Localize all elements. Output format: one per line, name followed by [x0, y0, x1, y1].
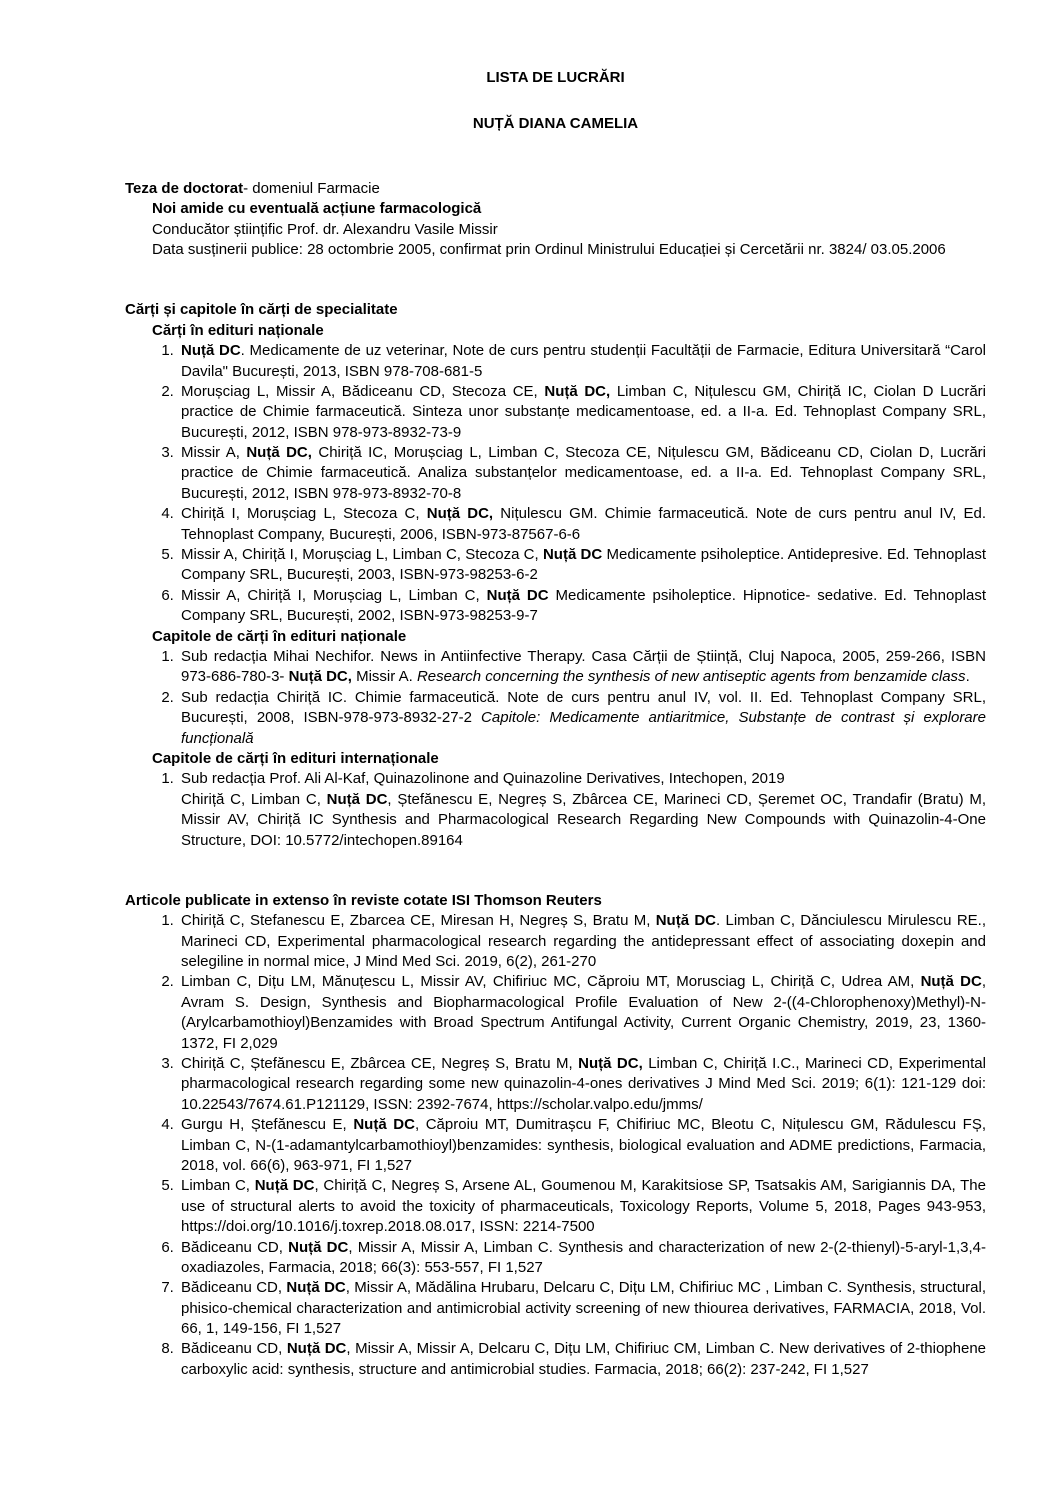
articles-section-heading: Articole publicate in extenso în reviste cotate ISI Thomson Reuters [125, 891, 602, 909]
articles-section [125, 891, 986, 1380]
reference-item: 4. Gurgu H, Ștefănescu E, Nuță DC, Căproiu MT, Dumitrașcu F, Chifiriuc MC, Bleotu C, Nițulescu GM, Rădulescu FȘ, Limban C, N-(1-adamantylcarbamothioyl)benzamides: synthesis, biological evaluation and ADME predictions, Farmacia, 2018, vol. 66(6), 963-971, FI 1,527 [178, 1115, 986, 1176]
reference-item: 5. Limban C, Nuță DC, Chiriță C, Negreș S, Arsene AL, Goumenou M, Karakitsiose SP, Tsatsakis AM, Sarigiannis DA, The use of structural alerts to avoid the toxicity of pharmaceuticals, Toxicology Reports, Volume 5, 2018, Pages 943-953, https://doi.org/10.1016/j.toxrep.2018.08.017, ISSN: 2214-7500 [178, 1176, 986, 1237]
document-title: LISTA DE LUCRĂRI [486, 69, 625, 86]
international-chapters-list [152, 769, 986, 851]
thesis-details [152, 199, 986, 260]
books-section-heading: Cărți și capitole în cărți de specialitate [125, 301, 398, 319]
reference-item: 5. Missir A, Chiriță I, Morușciag L, Limban C, Stecoza C, Nuță DC Medicamente psiholeptice. Antidepresive. Ed. Tehnoplast Company SRL, București, 2003, ISBN-973-98253-6-2 [178, 545, 986, 586]
thesis-heading-rest: - domeniul Farmacie [243, 179, 380, 197]
thesis-title: Noi amide cu eventuală acțiune farmacologică [152, 200, 482, 218]
reference-item: 1. Sub redacția Prof. Ali Al-Kaf, Quinazolinone and Quinazoline Derivatives, Intechopen, 2019 Chiriță C, Limban C, Nuță DC, Ștefănescu E, Negreș S, Zbârcea CE, Marineci CD, Șeremet OC, Trandafir (Bratu) M, Missir AV, Chiriță IC Synthesis and Pharmacological Research Regarding New Compounds with Quinazolin-4-One Structure, DOI: 10.5772/intechopen.89164 [178, 769, 986, 851]
reference-item: 1. Nuță DC. Medicamente de uz veterinar, Note de curs pentru studenții Facultății de Farmacie, Editura Universitară “Carol Davila" București, 2013, ISBN 978-708-681-5 [178, 341, 986, 382]
reference-item: 3. Chiriță C, Ștefănescu E, Zbârcea CE, Negreș S, Bratu M, Nuță DC, Limban C, Chiriță I.C., Marineci CD, Experimental pharmacological research regarding some new quinazolin-4-ones derivatives J Mind Med Sci. 2019; 6(1): 121-129 doi: 10.22543/7674.61.P121129, ISSN: 2392-7674, https://scholar.valpo.edu/jmms/ [178, 1054, 986, 1115]
thesis-heading [125, 179, 986, 199]
national-books-heading: Cărți în edituri naționale [152, 321, 324, 339]
reference-item: 1. Chiriță C, Stefanescu E, Zbarcea CE, Miresan H, Negreș S, Bratu M, Nuță DC. Limban C, Dănciulescu Mirulescu RE., Marineci CD, Experimental pharmacological research regarding the antidepressant effect of associating doxepin and selegiline in normal mice, J Mind Med Sci. 2019, 6(2), 261-270 [178, 911, 986, 972]
reference-item: 6. Missir A, Chiriță I, Morușciag L, Limban C, Nuță DC Medicamente psiholeptice. Hipnotice- sedative. Ed. Tehnoplast Company SRL, București, 2002, ISBN-973-98253-9-7 [178, 586, 986, 627]
reference-item: 8. Bădiceanu CD, Nuță DC, Missir A, Missir A, Delcaru C, Dițu LM, Chifiriuc CM, Limban C. New derivatives of 2-thiophene carboxylic acid: synthesis, structure and antimicrobial studies. Farmacia, 2018; 66(2): 237-242, FI 1,527 [178, 1339, 986, 1380]
national-chapters-list [152, 647, 986, 749]
reference-item: 6. Bădiceanu CD, Nuță DC, Missir A, Missir A, Limban C. Synthesis and characterization of new 2-(2-thienyl)-5-aryl-1,3,4-oxadiazoles, Farmacia, 2018; 66(3): 553-557, FI 1,527 [178, 1238, 986, 1279]
national-chapters-heading: Capitole de cărți în edituri naționale [152, 627, 407, 645]
books-section [125, 300, 986, 851]
thesis-supervisor: Conducător științific Prof. dr. Alexandru Vasile Missir [152, 220, 498, 238]
international-chapters-heading: Capitole de cărți în edituri internaționale [152, 749, 439, 767]
thesis-section [125, 179, 986, 261]
reference-item: 3. Missir A, Nuță DC, Chiriță IC, Morușciag L, Limban C, Stecoza CE, Nițulescu GM, Bădiceanu CD, Ciolan D, Lucrări practice de Chimie farmaceutică. Analiza substanțelor medicamentoase, ed. a II-a. Ed. Tehnoplast Company SRL, București, 2012, ISBN 978-973-8932-70-8 [178, 443, 986, 504]
reference-item: 1. Sub redacția Mihai Nechifor. News in Antiinfective Therapy. Casa Cărții de Știință, Cluj Napoca, 2005, 259-266, ISBN 973-686-780-3- Nuță DC, Missir A. Research concerning the synthesis of new antiseptic agents from benzamide class. [178, 647, 986, 688]
reference-item: 2. Limban C, Dițu LM, Mănuțescu L, Missir AV, Chifiriuc MC, Căproiu MT, Morusciag L, Chiriță C, Udrea AM, Nuță DC, Avram S. Design, Synthesis and Biopharmacological Profile Evaluation of New 2-((4-Chlorophenoxy)Methyl)-N-(Arylcarbamothioyl)Benzamides with Broad Spectrum Antifungal Activity, Current Organic Chemistry, 2019, 23, 1360-1372, FI 2,029 [178, 972, 986, 1054]
reference-item: 4. Chiriță I, Morușciag L, Stecoza C, Nuță DC, Nițulescu GM. Chimie farmaceutică. Note de curs pentru anul IV, Ed. Tehnoplast Company, București, 2006, ISBN-973-87567-6-6 [178, 504, 986, 545]
thesis-defense-date: Data susținerii publice: 28 octombrie 2005, confirmat prin Ordinul Ministrului Educației și Cercetării nr. 3824/ 03.05.2006 [152, 240, 946, 258]
national-books-list [152, 341, 986, 626]
reference-item: 2. Morușciag L, Missir A, Bădiceanu CD, Stecoza CE, Nuță DC, Limban C, Nițulescu GM, Chiriță IC, Ciolan D Lucrări practice de Chimie farmaceutică. Sinteza unor substanțe medicamentoase, ed. a II-a. Ed. Tehnoplast Company SRL, București, 2012, ISBN 978-973-8932-73-9 [178, 382, 986, 443]
reference-item: 2. Sub redacția Chiriță IC. Chimie farmaceutică. Note de curs pentru anul IV, vol. II. Ed. Tehnoplast Company SRL, București, 2008, ISBN-978-973-8932-27-2 Capitole: Medicamente antiaritmice, Substanțe de contrast și explorare funcțională [178, 688, 986, 749]
document-author: NUȚĂ DIANA CAMELIA [472, 115, 639, 133]
articles-list [152, 911, 986, 1380]
reference-item: 7. Bădiceanu CD, Nuță DC, Missir A, Mădălina Hrubaru, Delcaru C, Dițu LM, Chifiriuc MC , Limban C. Synthesis, structural, phisico-chemical characterization and antimicrobial activity screening of new thiourea derivatives, FARMACIA, 2018, Vol. 66, 1, 149-156, FI 1,527 [178, 1278, 986, 1339]
thesis-heading-bold: Teza de doctorat [125, 179, 244, 197]
